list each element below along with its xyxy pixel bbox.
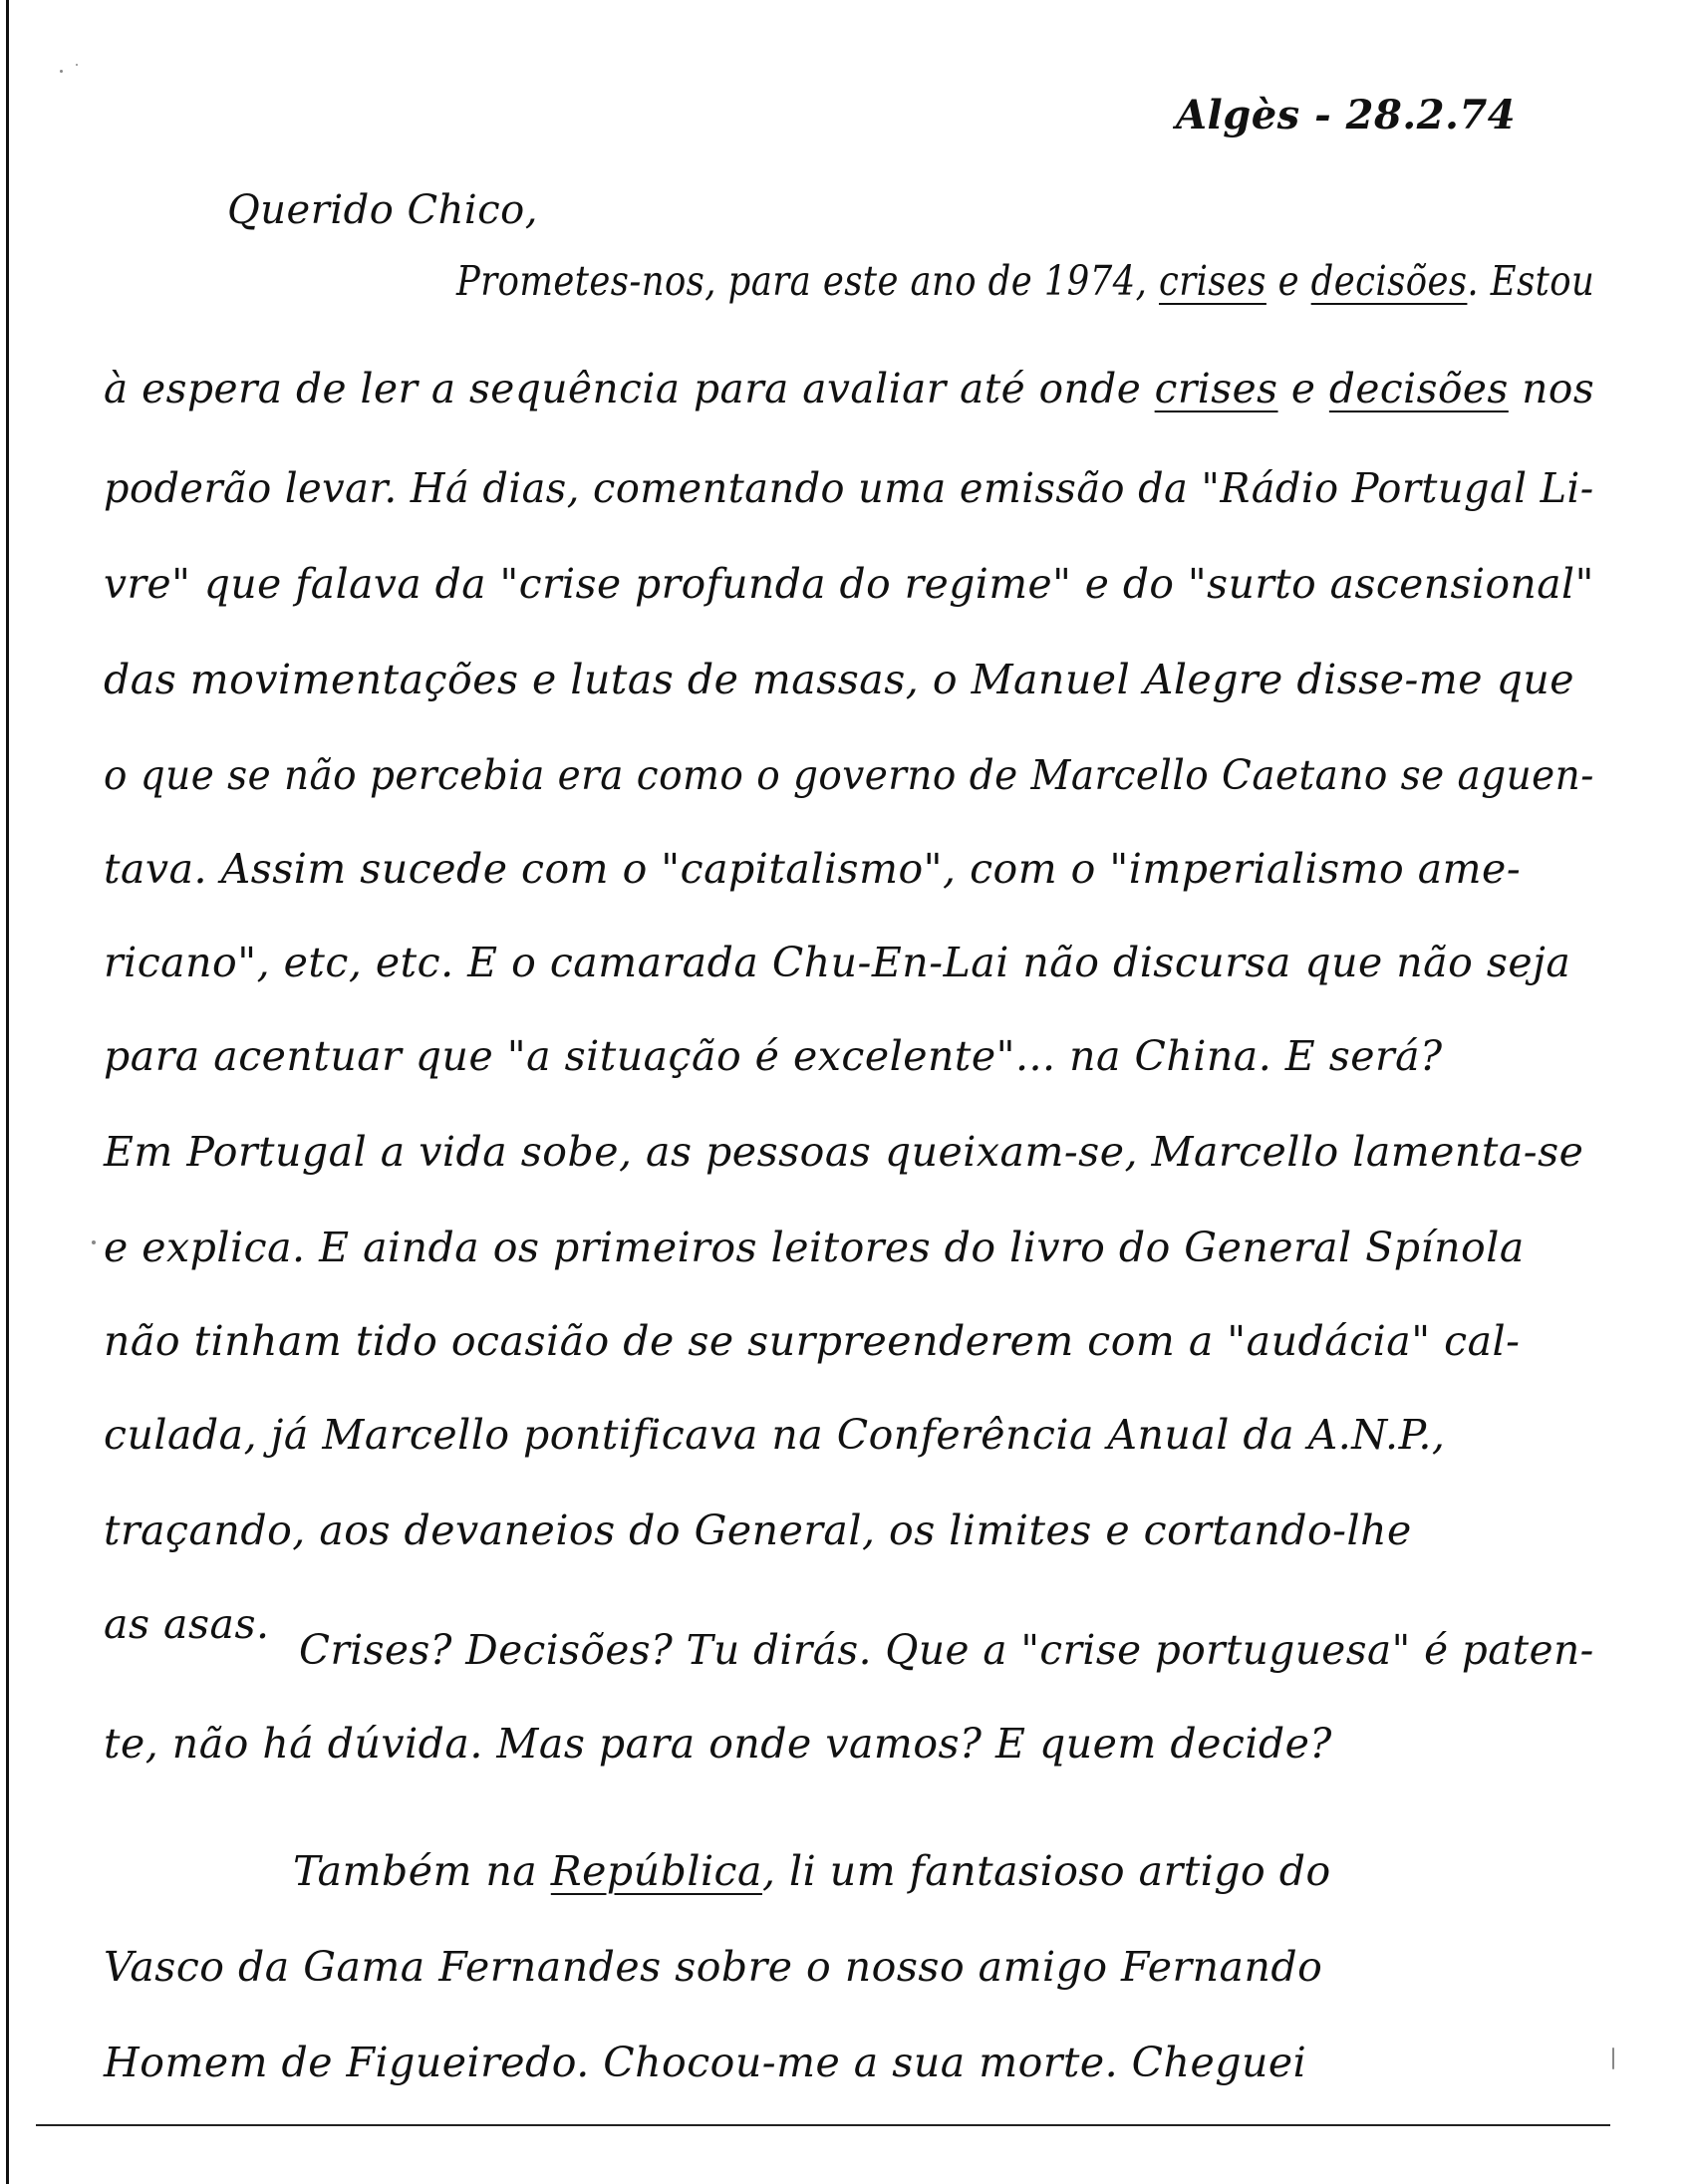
letter-date: Algès - 28.2.74 (1176, 92, 1517, 138)
letter-line-16: Crises? Decisões? Tu dirás. Que a "crise portuguesa" é paten- (299, 1626, 1594, 1674)
letter-line-17: te, não há dúvida. Mas para onde vamos? E quem decide? (104, 1720, 1332, 1768)
letter-line-19: Vasco da Gama Fernandes sobre o nosso amigo Fernando (104, 1943, 1323, 1991)
letter-greeting: Querido Chico, (227, 187, 538, 233)
letter-line-8: ricano", etc, etc. E o camarada Chu-En-Lai não discursa que não seja (104, 939, 1571, 986)
letter-line-11: e explica. E ainda os primeiros leitores do livro do General Spínola (104, 1224, 1525, 1271)
letter-line-5: das movimentações e lutas de massas, o Manuel Alegre disse-me que (104, 656, 1574, 703)
letter-line-1: Prometes-nos, para este ano de 1974, crises e decisões. Estou (456, 257, 1595, 305)
letter-line-18: Também na República, li um fantasioso artigo do (293, 1847, 1331, 1895)
letter-line-2: à espera de ler a sequência para avaliar até onde crises e decisões nos (104, 365, 1595, 412)
scan-speck (1612, 2048, 1614, 2069)
scan-speck (92, 1240, 96, 1244)
letter-line-7: tava. Assim sucede com o "capitalismo", com o "imperialismo ame- (104, 845, 1522, 893)
scan-speck (60, 70, 63, 73)
letter-line-15: as asas. (104, 1600, 270, 1648)
letter-line-12: não tinham tido ocasião de se surpreenderem com a "audácia" cal- (104, 1317, 1521, 1365)
letter-line-3: poderão levar. Há dias, comentando uma emissão da "Rádio Portugal Li- (104, 464, 1594, 512)
letter-line-6: o que se não percebia era como o governo de Marcello Caetano se aguen- (104, 751, 1594, 799)
letter-line-9: para acentuar que "a situação é excelente"... na China. E será? (104, 1032, 1443, 1080)
page-bottom-rule (36, 2124, 1610, 2126)
scan-speck (76, 64, 78, 66)
letter-line-10: Em Portugal a vida sobe, as pessoas queixam-se, Marcello lamenta-se (104, 1128, 1584, 1176)
letter-line-4: vre" que falava da "crise profunda do regime" e do "surto ascensional" (104, 560, 1594, 608)
page-left-edge (6, 0, 9, 2184)
letter-line-14: traçando, aos devaneios do General, os limites e cortando-lhe (104, 1506, 1412, 1554)
letter-line-20: Homem de Figueiredo. Chocou-me a sua morte. Cheguei (104, 2039, 1307, 2086)
letter-line-13: culada, já Marcello pontificava na Conferência Anual da A.N.P., (104, 1411, 1446, 1459)
